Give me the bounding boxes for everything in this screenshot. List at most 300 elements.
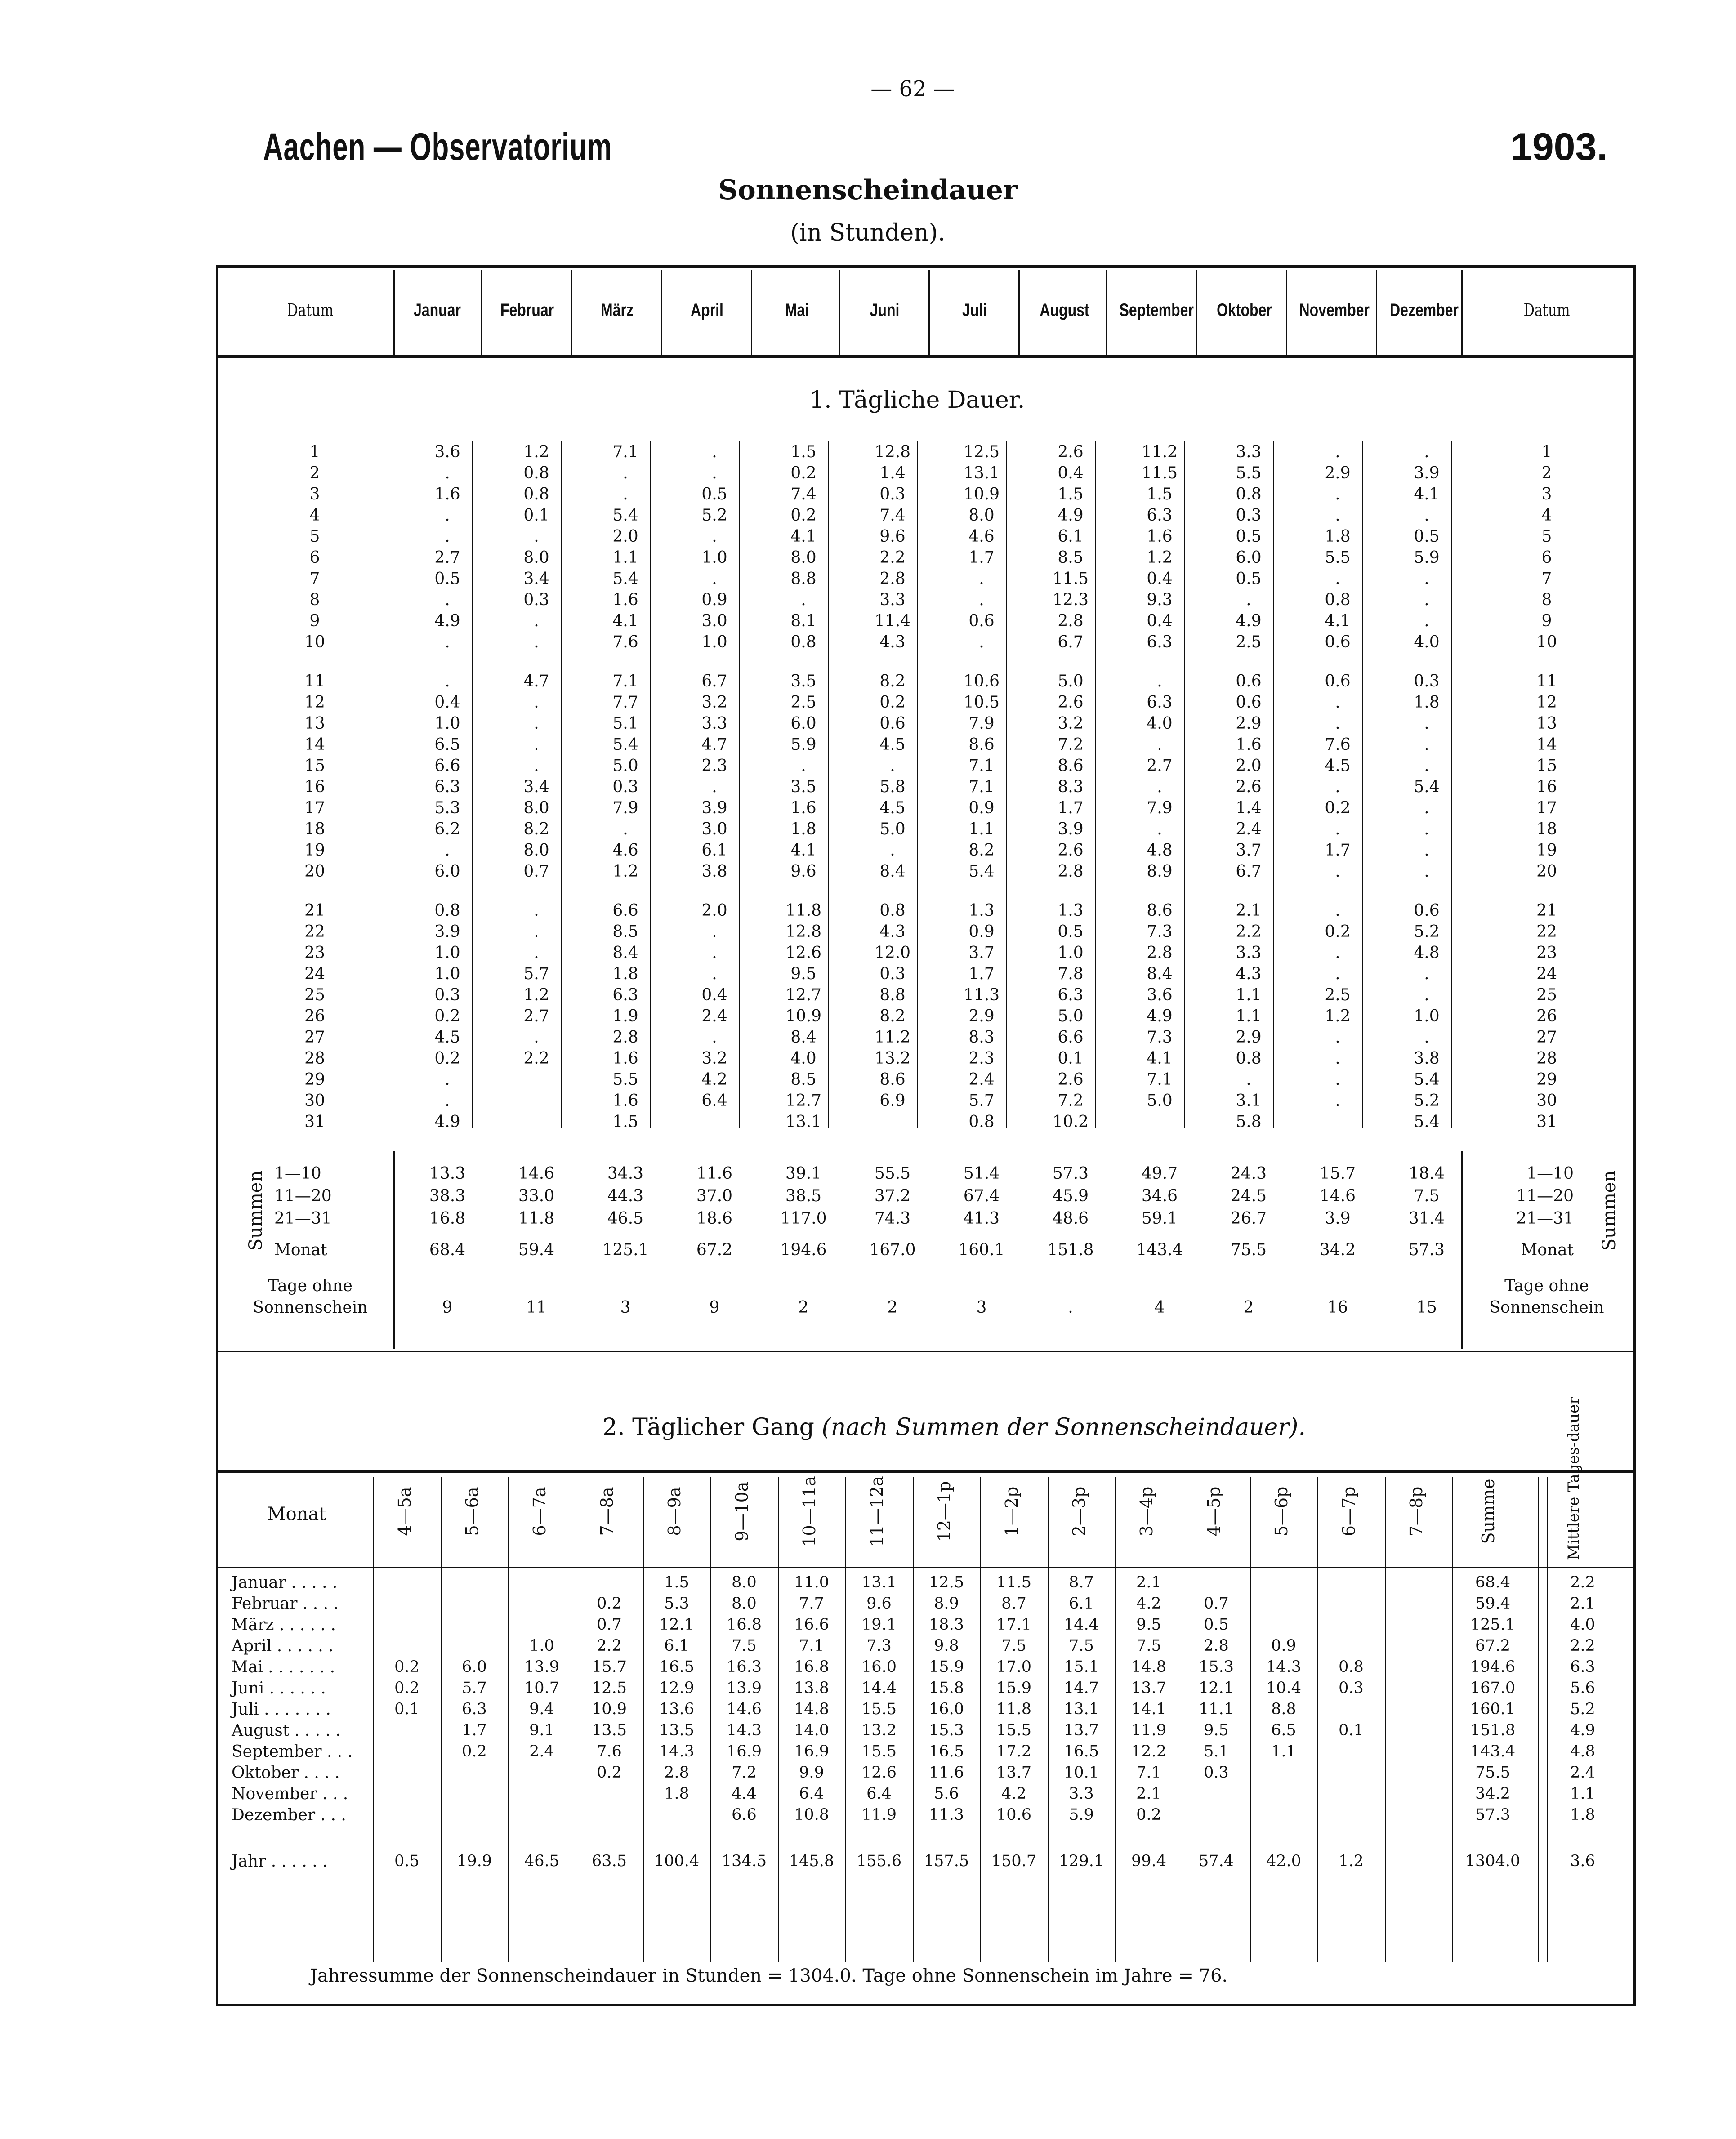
hourly-value: 2.4 [529,1742,554,1760]
hourly-divider [1250,1477,1251,1962]
daily-value: 3.3 [879,591,906,609]
day-number-left: 17 [304,799,325,817]
hourly-value: 12.1 [1199,1679,1234,1697]
hourly-value: 7.3 [866,1637,892,1655]
hourly-value: 7.5 [1136,1637,1161,1655]
hourly-value: 6.3 [462,1700,487,1718]
day-number-right: 21 [1536,901,1557,920]
daily-value: 6.6 [612,901,638,920]
hourly-divider [1317,1477,1318,1962]
daily-value: 2.4 [701,1007,727,1025]
daily-value: 1.6 [612,1049,638,1068]
body-divider [1362,441,1363,1128]
hour-header: 6—7p [1339,1486,1359,1537]
body-divider [1184,441,1185,1128]
daily-value: 5.4 [1414,1113,1440,1131]
daily-value: 2.7 [1147,757,1173,775]
hourly-value: 14.8 [794,1700,829,1718]
daily-value: 8.6 [968,735,995,754]
hourly-value: 15.8 [929,1679,964,1697]
page-number: — 62 — [870,76,955,102]
daily-value: 13.1 [963,464,1000,482]
daily-value: 9.6 [790,862,817,881]
hour-header: 11—12a [867,1476,887,1547]
daily-value: 5.0 [612,757,638,775]
hourly-value: 13.7 [1064,1721,1099,1739]
hourly-value: 13.6 [659,1700,694,1718]
hourly-value: 16.5 [659,1658,694,1676]
no-sun-label-right: Sonnenschein [1489,1298,1604,1317]
hourly-sum: 59.4 [1475,1595,1510,1613]
daily-value: . [1335,778,1340,796]
no-sun-value: . [1068,1298,1073,1317]
hourly-value: 12.9 [659,1679,694,1697]
day-number-left: 3 [309,485,320,504]
day-number-left: 29 [304,1070,325,1089]
daily-value: 1.0 [1414,1007,1440,1025]
daily-value: 0.3 [879,965,906,983]
sum-value: 37.2 [874,1187,911,1205]
day-number-right: 5 [1541,527,1552,546]
daily-value: 0.4 [701,986,727,1004]
no-sun-value: 9 [709,1298,720,1317]
hourly-divider [1385,1477,1386,1962]
daily-value: 12.7 [785,1092,822,1110]
month-label: Mai . . . . . . . [232,1658,335,1676]
day-number-right: 9 [1541,612,1552,630]
daily-value: 1.1 [1236,1007,1262,1025]
day-number-left: 21 [304,901,325,920]
day-number-left: 7 [309,570,320,588]
hourly-mean: 6.3 [1570,1658,1595,1676]
daily-value: 8.1 [790,612,817,630]
daily-value: . [534,633,539,651]
hourly-divider [980,1477,981,1962]
daily-value: 3.7 [1236,841,1262,860]
daily-value: . [1424,591,1429,609]
hourly-value: 11.6 [929,1764,964,1782]
sum-value: 37.0 [696,1187,733,1205]
sum-row-label: 11—20 [1516,1187,1574,1205]
daily-value: 1.2 [1147,548,1173,567]
month-label: April . . . . . . [232,1637,334,1655]
daily-value: 4.1 [1147,1049,1173,1068]
daily-value: 8.5 [790,1070,817,1089]
hour-header: 8—9a [665,1487,684,1536]
daily-value: 11.4 [874,612,911,630]
sum-value: 44.3 [607,1187,644,1205]
daily-value: 8.8 [879,986,906,1004]
daily-value: 2.6 [1058,841,1084,860]
daily-value: 0.3 [523,591,549,609]
daily-value: 10.9 [785,1007,822,1025]
daily-value: . [1335,506,1340,525]
hourly-value: 14.3 [727,1721,762,1739]
day-number-left: 5 [309,527,320,546]
daily-value: 1.6 [1147,527,1173,546]
day-number-left: 1 [309,443,320,461]
daily-value: 6.1 [1058,527,1084,546]
hourly-value: 18.3 [929,1616,964,1634]
header-rule-2 [216,1470,1634,1473]
no-sun-value: 2 [887,1298,898,1317]
month-label: Jahr . . . . . . [232,1852,328,1871]
daily-value: 0.5 [434,570,460,588]
daily-value: 2.9 [1236,714,1262,733]
hourly-value: 10.4 [1266,1679,1301,1697]
year-value: 145.8 [789,1852,835,1870]
hourly-value: 16.9 [727,1742,762,1760]
daily-value: . [1335,820,1340,838]
daily-value: 2.6 [1236,778,1262,796]
column-divider [839,270,840,355]
daily-value: . [1424,965,1429,983]
daily-value: 4.9 [1058,506,1084,525]
hourly-sum: 68.4 [1475,1573,1510,1591]
daily-value: . [1424,986,1429,1004]
daily-value: . [445,1070,450,1089]
daily-value: 7.2 [1058,735,1084,754]
hourly-value: 1.5 [664,1573,689,1591]
daily-value: 2.8 [1058,862,1084,881]
daily-value: 7.4 [790,485,817,504]
hourly-value: 0.1 [1339,1721,1364,1739]
month-label: Januar . . . . . [232,1573,338,1592]
daily-value: . [979,591,984,609]
section1-title: 1. Tägliche Dauer. [809,387,1025,414]
daily-value: 0.2 [879,693,906,712]
daily-value: 2.0 [612,527,638,546]
hourly-value: 11.3 [929,1806,964,1824]
hourly-sum: 151.8 [1470,1721,1516,1739]
datum-header-right: Datum [1523,300,1570,320]
column-divider [928,270,930,355]
month-label: September . . . [232,1742,353,1761]
hourly-sum: 67.2 [1475,1637,1510,1655]
hourly-value: 9.9 [799,1764,824,1782]
daily-value: 2.9 [1325,464,1351,482]
daily-value: . [712,527,717,546]
sum-row-label: 21—31 [274,1209,332,1228]
sum-value: 34.3 [607,1164,644,1183]
column-divider [393,1151,395,1349]
hourly-mean: 2.2 [1570,1637,1595,1655]
daily-value: 1.7 [968,548,995,567]
sum-value: 74.3 [874,1209,911,1228]
daily-value: 3.7 [968,944,995,962]
sum-value: 67.4 [963,1187,1000,1205]
body-divider [1095,441,1096,1128]
daily-value: 5.0 [879,820,906,838]
footer-note: Jahressumme der Sonnenscheindauer in Stunden = 1304.0. Tage ohne Sonnenschein im Jahre = 76. [310,1965,1228,1986]
sum-value: 160.1 [958,1241,1005,1259]
sum-value: 34.2 [1319,1241,1356,1259]
daily-value: . [890,757,895,775]
daily-value: 10.5 [963,693,1000,712]
hourly-value: 13.2 [861,1721,897,1739]
daily-value: 5.8 [1236,1113,1262,1131]
hourly-value: 6.6 [732,1806,757,1824]
hour-header: 7—8p [1406,1486,1426,1537]
daily-value: 1.0 [434,965,460,983]
daily-value: . [1424,443,1429,461]
day-number-left: 2 [309,464,320,482]
daily-value: 5.7 [523,965,549,983]
daily-value: 6.3 [1147,633,1173,651]
daily-value: 3.5 [790,778,817,796]
daily-value: 0.9 [968,922,995,941]
daily-value: 0.4 [434,693,460,712]
sum-value: 51.4 [963,1164,1000,1183]
day-number-left: 14 [304,735,325,754]
sum-value: 11.6 [696,1164,733,1183]
hourly-value: 0.2 [1136,1806,1161,1824]
hourly-value: 5.3 [664,1595,689,1613]
daily-value: . [623,464,628,482]
hour-header: 5—6a [462,1487,482,1536]
daily-value: 1.6 [790,799,817,817]
daily-value: 4.2 [701,1070,727,1089]
month-label: Juli . . . . . . . [232,1700,331,1719]
daily-value: 0.2 [434,1007,460,1025]
daily-value: 1.8 [612,965,638,983]
day-number-left: 28 [304,1049,325,1068]
daily-value: 5.4 [612,506,638,525]
daily-value: 1.7 [1325,841,1351,860]
daily-value: 10.6 [963,672,1000,691]
daily-value: 8.0 [523,841,549,860]
daily-value: 1.0 [1058,944,1084,962]
daily-value: 6.2 [434,820,460,838]
daily-value: . [534,612,539,630]
daily-value: 0.4 [1058,464,1084,482]
month-header-september: September [1119,300,1194,320]
sum-value: 24.3 [1230,1164,1267,1183]
daily-value: 1.0 [701,548,727,567]
daily-value: 0.5 [1236,570,1262,588]
daily-value: . [1424,820,1429,838]
body-divider [828,441,829,1128]
daily-value: 3.9 [1058,820,1084,838]
hourly-value: 7.5 [1001,1637,1026,1655]
daily-value: . [801,591,806,609]
hour-header: 4—5p [1204,1486,1224,1537]
daily-value: 5.4 [968,862,995,881]
daily-value: 3.3 [1236,944,1262,962]
sum-value: 68.4 [429,1241,466,1259]
daily-value: 8.4 [1147,965,1173,983]
hourly-value: 0.3 [1204,1764,1229,1782]
daily-value: 4.1 [1414,485,1440,504]
daily-value: 3.3 [1236,443,1262,461]
daily-value: 12.8 [785,922,822,941]
daily-value: . [712,944,717,962]
daily-value: 5.1 [612,714,638,733]
daily-value: 3.5 [790,672,817,691]
daily-value: . [979,570,984,588]
hourly-value: 5.7 [462,1679,487,1697]
hourly-value: 13.9 [727,1679,762,1697]
daily-value: 5.5 [1236,464,1262,482]
daily-value: 7.3 [1147,922,1173,941]
daily-value: 6.3 [1147,693,1173,712]
no-sun-value: 11 [526,1298,547,1317]
day-number-left: 25 [304,986,325,1004]
daily-value: . [801,757,806,775]
sums-label-left: Summen [245,1170,267,1251]
year-value: 129.1 [1058,1852,1104,1870]
month-header-oktober: Oktober [1217,300,1272,320]
daily-value: 0.3 [434,986,460,1004]
hourly-value: 12.5 [929,1573,964,1591]
sum-value: 13.3 [429,1164,466,1183]
hourly-value: 15.5 [861,1700,897,1718]
daily-value: . [1335,944,1340,962]
hourly-value: 13.8 [794,1679,829,1697]
sum-value: 41.3 [963,1209,1000,1228]
daily-value: . [445,1092,450,1110]
daily-value: 0.6 [879,714,906,733]
month-header-juni: Juni [870,300,900,320]
column-divider [751,270,752,355]
daily-value: . [445,464,450,482]
daily-value: 0.2 [1325,799,1351,817]
hourly-value: 14.3 [1266,1658,1301,1676]
day-number-right: 23 [1536,944,1557,962]
daily-value: 1.6 [1236,735,1262,754]
daily-value: . [1335,862,1340,881]
sum-value: 59.1 [1141,1209,1178,1228]
daily-value: 1.7 [1058,799,1084,817]
daily-value: . [445,506,450,525]
daily-value: 0.8 [1325,591,1351,609]
sum-value: 39.1 [785,1164,822,1183]
daily-value: 2.2 [1236,922,1262,941]
daily-value: 1.2 [523,443,549,461]
sum-value: 143.4 [1136,1241,1183,1259]
daily-value: 5.2 [1414,922,1440,941]
hourly-value: 6.4 [799,1785,824,1803]
month-label: Februar . . . . [232,1595,339,1613]
month-header-mai: Mai [785,300,809,320]
hourly-mean: 4.8 [1570,1742,1595,1760]
daily-value: 6.3 [612,986,638,1004]
daily-value: 4.3 [879,922,906,941]
day-number-left: 19 [304,841,325,860]
hourly-mean: 5.2 [1570,1700,1595,1718]
daily-value: 3.8 [701,862,727,881]
daily-value: . [1335,1049,1340,1068]
year-sum: 1304.0 [1465,1852,1521,1870]
hourly-value: 0.1 [394,1700,419,1718]
sum-row-label: 1—10 [1526,1164,1574,1183]
day-number-right: 10 [1536,633,1557,651]
daily-value: 5.9 [790,735,817,754]
daily-value: 5.0 [1058,672,1084,691]
daily-value: 4.8 [1147,841,1173,860]
daily-value: 0.1 [523,506,549,525]
daily-value: 1.1 [1236,986,1262,1004]
daily-value: 0.3 [1236,506,1262,525]
month-header-februar: Februar [500,300,554,320]
no-sun-value: 3 [976,1298,987,1317]
daily-value: 6.3 [1147,506,1173,525]
monat-header: Monat [267,1504,326,1524]
daily-value: 4.9 [434,1113,460,1131]
hourly-divider [508,1477,509,1962]
daily-value: 5.0 [1058,1007,1084,1025]
daily-value: 3.3 [701,714,727,733]
hourly-sum: 34.2 [1475,1785,1510,1803]
hourly-value: 12.5 [592,1679,627,1697]
hourly-value: 9.6 [866,1595,892,1613]
daily-value: 8.6 [879,1070,906,1089]
hourly-value: 0.5 [1204,1616,1229,1634]
hourly-value: 16.9 [794,1742,829,1760]
daily-value: 7.9 [612,799,638,817]
hourly-mean: 2.1 [1570,1595,1595,1613]
sum-value: 151.8 [1047,1241,1094,1259]
sum-value: 18.4 [1408,1164,1445,1183]
day-number-right: 4 [1541,506,1552,525]
hourly-mean: 2.2 [1570,1573,1595,1591]
sum-value: 33.0 [518,1187,555,1205]
hourly-divider [441,1477,442,1962]
daily-value: 1.5 [790,443,817,461]
hourly-value: 0.3 [1339,1679,1364,1697]
year-value: 100.4 [654,1852,700,1870]
day-number-right: 27 [1536,1028,1557,1047]
month-label: März . . . . . . [232,1616,336,1634]
daily-value: 3.4 [523,778,549,796]
hourly-value: 8.0 [732,1595,757,1613]
hourly-value: 16.5 [1064,1742,1099,1760]
hourly-sum: 125.1 [1470,1616,1516,1634]
daily-value: 4.3 [879,633,906,651]
hourly-value: 0.2 [394,1679,419,1697]
daily-value: 1.3 [1058,901,1084,920]
no-sun-label-left: Tage ohne [268,1277,353,1295]
sum-value: 117.0 [780,1209,827,1228]
day-number-left: 8 [309,591,320,609]
daily-value: 0.5 [1058,922,1084,941]
hourly-value: 9.5 [1204,1721,1229,1739]
day-number-left: 12 [304,693,325,712]
daily-value: . [534,1028,539,1047]
sum-row-label: 21—31 [1516,1209,1574,1228]
day-number-right: 8 [1541,591,1552,609]
hourly-value: 7.1 [1136,1764,1161,1782]
hourly-value: 11.9 [861,1806,897,1824]
daily-value: . [1335,1092,1340,1110]
daily-value: . [445,672,450,691]
daily-value: 2.0 [701,901,727,920]
hourly-value: 14.0 [794,1721,829,1739]
daily-value: 0.6 [968,612,995,630]
sum-value: 57.3 [1408,1241,1445,1259]
daily-value: . [1424,1028,1429,1047]
daily-value: 9.5 [790,965,817,983]
hourly-value: 10.8 [794,1806,829,1824]
daily-value: 5.4 [1414,778,1440,796]
daily-value: 0.5 [701,485,727,504]
hourly-value: 0.2 [394,1658,419,1676]
year-mean: 3.6 [1570,1852,1595,1870]
hourly-value: 16.0 [929,1700,964,1718]
daily-value: 6.6 [434,757,460,775]
daily-value: 1.6 [612,1092,638,1110]
sum-value: 11.8 [518,1209,555,1228]
